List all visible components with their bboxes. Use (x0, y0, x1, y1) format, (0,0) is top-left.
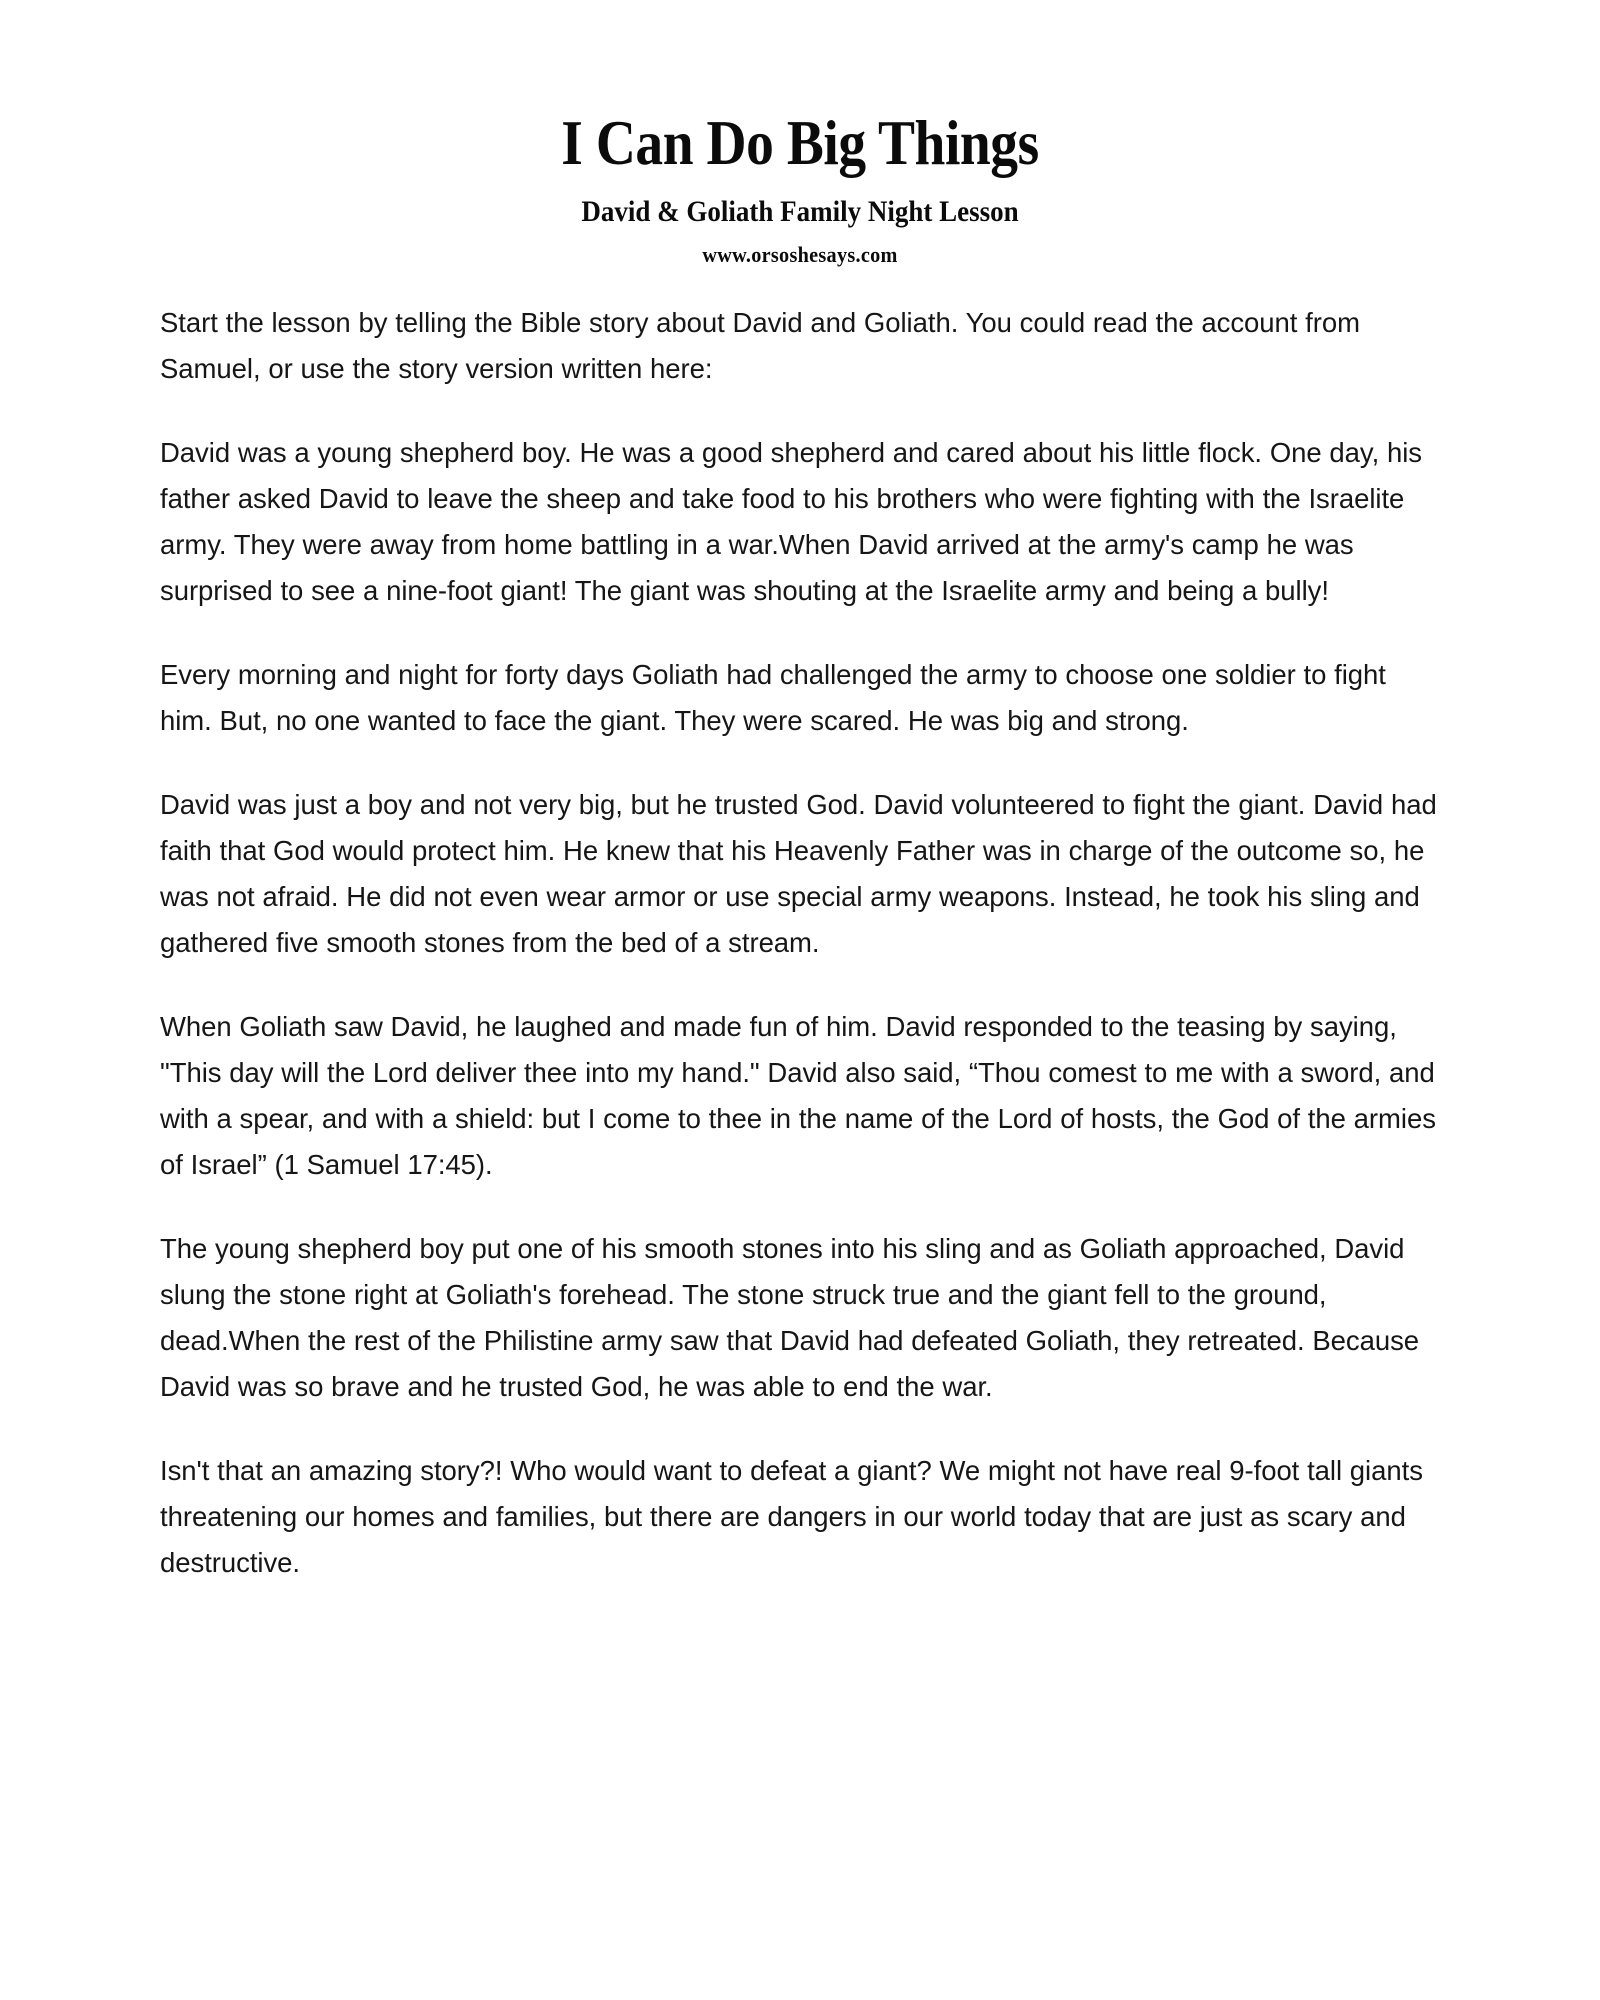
body-paragraph-scripture: When Goliath saw David, he laughed and made fun of him. David responded to the teasing by saying, "This day will the Lord deliver thee into my hand." David also said, “Thou comest to me with a sword, and with a spear, and with a shield: but I come to thee in the name of the Lord of hosts, the God of the armies of Israel” (1 Samuel 17:45). (160, 1011, 1436, 1180)
document-header (0, 0, 1600, 266)
body-paragraph-intro: Start the lesson by telling the Bible story about David and Goliath. You could read the account from Samuel, or use the story version written here: (160, 307, 1360, 384)
body-paragraph-victory: The young shepherd boy put one of his smooth stones into his sling and as Goliath approached, David slung the stone right at Goliath's forehead. The stone struck true and the giant fell to the ground, dead.When the rest of the Philistine army saw that David had defeated Goliath, they retreated. Because David was so brave and he trusted God, he was able to end the war. (160, 1233, 1420, 1402)
body-paragraph-shepherd: David was a young shepherd boy. He was a good shepherd and cared about his little flock. One day, his father asked David to leave the sheep and take food to his brothers who were fighting with the Israelite army. They were away from home battling in a war.When David arrived at the army's camp he was surprised to see a nine-foot giant! The giant was shouting at the Israelite army and being a bully! (160, 437, 1422, 606)
source-website-url: www.orsoshesays.com (702, 242, 898, 267)
body-paragraph-challenge: Every morning and night for forty days Goliath had challenged the army to choose one soldier to fight him. But, no one wanted to face the giant. They were scared. He was big and strong. (160, 659, 1386, 736)
page-subtitle: David & Goliath Family Night Lesson (581, 195, 1019, 228)
document-body (0, 266, 1600, 1586)
body-paragraph-application: Isn't that an amazing story?! Who would want to defeat a giant? We might not have real 9-foot tall giants threatening our homes and families, but there are dangers in our world today that are just as scary and destructive. (160, 1455, 1423, 1578)
page-title: I Can Do Big Things (561, 108, 1039, 178)
body-paragraph-volunteer: David was just a boy and not very big, but he trusted God. David volunteered to fight the giant. David had faith that God would protect him. He knew that his Heavenly Father was in charge of the outcome so, he was not afraid. He did not even wear armor or use special army weapons. Instead, he took his sling and gathered five smooth stones from the bed of a stream. (160, 789, 1437, 958)
